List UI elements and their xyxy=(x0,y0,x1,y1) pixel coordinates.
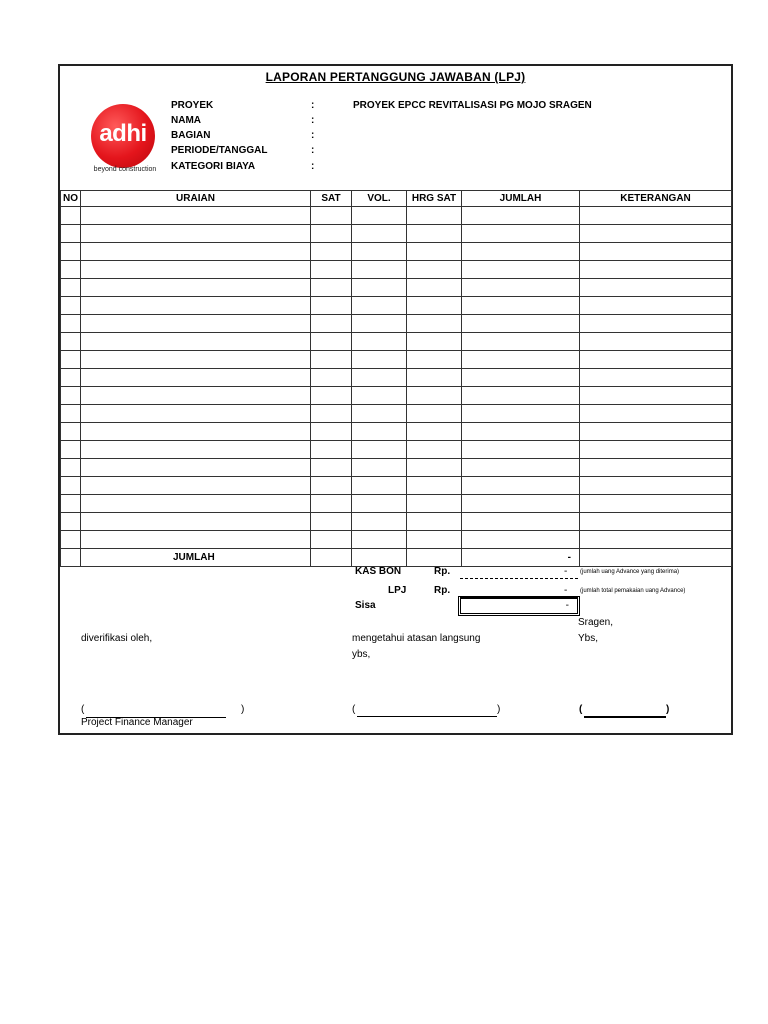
company-logo xyxy=(87,104,159,176)
table-cell xyxy=(81,207,311,225)
table-cell xyxy=(311,279,352,297)
table-cell xyxy=(81,477,311,495)
table-cell xyxy=(352,423,407,441)
table-cell xyxy=(407,279,462,297)
expense-table xyxy=(60,190,731,567)
table-cell xyxy=(462,297,580,315)
table-body xyxy=(61,207,732,549)
table-cell xyxy=(352,279,407,297)
table-cell xyxy=(311,477,352,495)
table-cell xyxy=(407,261,462,279)
table-cell xyxy=(311,243,352,261)
lpj-form xyxy=(58,64,733,735)
table-cell xyxy=(580,207,732,225)
total-cell xyxy=(311,549,352,567)
table-cell xyxy=(462,441,580,459)
table-cell xyxy=(462,279,580,297)
col-header-hrg-sat: HRG SAT xyxy=(407,191,462,207)
table-cell xyxy=(407,243,462,261)
ybs-right-label: Ybs, xyxy=(578,633,599,644)
table-row xyxy=(61,351,732,369)
table-cell xyxy=(580,495,732,513)
table-cell xyxy=(462,459,580,477)
table-cell xyxy=(462,243,580,261)
table-cell xyxy=(580,279,732,297)
table-cell xyxy=(81,531,311,549)
table-cell xyxy=(311,261,352,279)
field-label-kategori: KATEGORI BIAYA xyxy=(171,161,256,172)
table-row xyxy=(61,531,732,549)
field-label-proyek: PROYEK xyxy=(171,100,214,111)
table-row xyxy=(61,369,732,387)
table-cell xyxy=(352,531,407,549)
table-cell xyxy=(61,513,81,531)
table-cell xyxy=(462,531,580,549)
table-cell xyxy=(462,225,580,243)
total-cell xyxy=(61,549,81,567)
logo-word: adhi xyxy=(99,120,147,147)
table-cell xyxy=(407,351,462,369)
table-cell xyxy=(81,495,311,513)
table-cell xyxy=(81,423,311,441)
table-cell xyxy=(61,279,81,297)
signature-line-ybs xyxy=(584,716,666,718)
kasbon-note: (jumlah uang Advance yang diterima) xyxy=(580,569,680,575)
table-row xyxy=(61,405,732,423)
table-cell xyxy=(352,225,407,243)
table-cell xyxy=(311,387,352,405)
total-value: - xyxy=(462,549,580,567)
verified-by-label: diverifikasi oleh, xyxy=(81,633,153,644)
table-row xyxy=(61,477,732,495)
table-cell xyxy=(81,369,311,387)
table-cell xyxy=(311,315,352,333)
table-cell xyxy=(462,333,580,351)
table-cell xyxy=(352,297,407,315)
table-cell xyxy=(61,495,81,513)
field-label-bagian: BAGIAN xyxy=(171,130,211,141)
field-colon: : xyxy=(311,130,315,141)
table-cell xyxy=(311,531,352,549)
table-cell xyxy=(407,405,462,423)
table-cell xyxy=(407,495,462,513)
table-cell xyxy=(407,477,462,495)
table-cell xyxy=(352,261,407,279)
table-cell xyxy=(81,243,311,261)
total-cell xyxy=(407,549,462,567)
table-cell xyxy=(352,441,407,459)
field-label-nama: NAMA xyxy=(171,115,201,126)
table-cell xyxy=(580,225,732,243)
table-cell xyxy=(311,513,352,531)
table-cell xyxy=(61,477,81,495)
table-row xyxy=(61,441,732,459)
total-label: JUMLAH xyxy=(81,549,311,567)
field-colon: : xyxy=(311,100,315,111)
table-cell xyxy=(61,531,81,549)
table-cell xyxy=(580,387,732,405)
table-cell xyxy=(61,423,81,441)
table-cell xyxy=(61,243,81,261)
table-header-row xyxy=(61,191,732,207)
table-cell xyxy=(462,315,580,333)
table-cell xyxy=(81,459,311,477)
table-total-row xyxy=(61,549,732,567)
table-cell xyxy=(580,243,732,261)
table-cell xyxy=(580,459,732,477)
table-row xyxy=(61,459,732,477)
table-cell xyxy=(407,207,462,225)
table-cell xyxy=(352,207,407,225)
finance-role-label: Project Finance Manager xyxy=(81,717,193,728)
table-cell xyxy=(81,315,311,333)
table-cell xyxy=(462,405,580,423)
table-row xyxy=(61,243,732,261)
table-cell xyxy=(352,495,407,513)
table-row xyxy=(61,279,732,297)
table-cell xyxy=(580,531,732,549)
table-cell xyxy=(61,207,81,225)
sign-close-paren: ) xyxy=(497,704,501,715)
sign-open-paren: ( xyxy=(579,704,583,715)
table-row xyxy=(61,315,732,333)
col-header-keterangan: KETERANGAN xyxy=(580,191,732,207)
table-cell xyxy=(61,315,81,333)
table-row xyxy=(61,513,732,531)
table-cell xyxy=(580,297,732,315)
table-cell xyxy=(311,423,352,441)
table-cell xyxy=(81,333,311,351)
table-cell xyxy=(61,333,81,351)
sisa-value: - xyxy=(565,600,569,611)
table-cell xyxy=(352,351,407,369)
col-header-uraian: URAIAN xyxy=(81,191,311,207)
sisa-label: Sisa xyxy=(355,600,376,611)
table-cell xyxy=(462,513,580,531)
total-cell xyxy=(352,549,407,567)
table-row xyxy=(61,387,732,405)
sign-close-paren: ) xyxy=(666,704,670,715)
table-cell xyxy=(407,459,462,477)
table-cell xyxy=(81,297,311,315)
table-row xyxy=(61,333,732,351)
table-row xyxy=(61,495,732,513)
table-cell xyxy=(81,405,311,423)
table-cell xyxy=(580,333,732,351)
table-row xyxy=(61,261,732,279)
total-cell xyxy=(580,549,732,567)
lpj-note: (jumlah total pemakaian uang Advance) xyxy=(580,588,686,594)
table-cell xyxy=(352,387,407,405)
table-cell xyxy=(352,477,407,495)
table-cell xyxy=(61,369,81,387)
lpj-rp: Rp. xyxy=(434,585,451,596)
table-cell xyxy=(311,225,352,243)
table-cell xyxy=(352,405,407,423)
sisa-box xyxy=(460,598,578,614)
field-colon: : xyxy=(311,115,315,126)
table-cell xyxy=(407,225,462,243)
table-cell xyxy=(462,369,580,387)
table-cell xyxy=(81,513,311,531)
table-cell xyxy=(462,477,580,495)
kasbon-dashed-line xyxy=(460,578,578,579)
table-cell xyxy=(407,297,462,315)
table-cell xyxy=(407,441,462,459)
table-cell xyxy=(81,441,311,459)
table-cell xyxy=(462,423,580,441)
table-cell xyxy=(580,405,732,423)
table-cell xyxy=(407,315,462,333)
kasbon-value: - xyxy=(564,566,568,577)
ybs-left-label: ybs, xyxy=(352,649,371,660)
col-header-sat: SAT xyxy=(311,191,352,207)
table-cell xyxy=(311,459,352,477)
table-cell xyxy=(407,387,462,405)
table-cell xyxy=(311,369,352,387)
lpj-label: LPJ xyxy=(388,585,407,596)
table-cell xyxy=(407,333,462,351)
table-cell xyxy=(311,333,352,351)
table-cell xyxy=(580,261,732,279)
table-cell xyxy=(352,369,407,387)
table-cell xyxy=(580,441,732,459)
table-cell xyxy=(352,315,407,333)
table-cell xyxy=(61,351,81,369)
col-header-no: NO xyxy=(61,191,81,207)
field-value-proyek: PROYEK EPCC REVITALISASI PG MOJO SRAGEN xyxy=(353,100,592,111)
table-cell xyxy=(462,261,580,279)
sign-close-paren: ) xyxy=(241,704,245,715)
table-cell xyxy=(407,513,462,531)
table-cell xyxy=(311,441,352,459)
table-row xyxy=(61,297,732,315)
table-cell xyxy=(81,225,311,243)
logo-tagline: beyond construction xyxy=(93,166,157,173)
sign-open-paren: ( xyxy=(81,704,85,715)
table-cell xyxy=(81,387,311,405)
table-cell xyxy=(462,207,580,225)
col-header-jumlah: JUMLAH xyxy=(462,191,580,207)
table-cell xyxy=(311,405,352,423)
acknowledged-by-label: mengetahui atasan langsung xyxy=(352,633,481,644)
table-cell xyxy=(81,261,311,279)
field-colon: : xyxy=(311,145,315,156)
table-cell xyxy=(580,351,732,369)
field-label-periode: PERIODE/TANGGAL xyxy=(171,145,268,156)
table-cell xyxy=(580,423,732,441)
table-row xyxy=(61,207,732,225)
table-cell xyxy=(81,351,311,369)
table-cell xyxy=(580,477,732,495)
city-date: Sragen, xyxy=(578,617,614,628)
table-cell xyxy=(61,261,81,279)
table-cell xyxy=(462,387,580,405)
table-cell xyxy=(352,513,407,531)
sign-open-paren: ( xyxy=(352,704,356,715)
table-cell xyxy=(61,441,81,459)
table-cell xyxy=(311,297,352,315)
table-cell xyxy=(311,495,352,513)
table-cell xyxy=(462,495,580,513)
table-cell xyxy=(311,351,352,369)
table-cell xyxy=(580,315,732,333)
table-cell xyxy=(352,459,407,477)
form-title: LAPORAN PERTANGGUNG JAWABAN (LPJ) xyxy=(265,70,526,84)
table-row xyxy=(61,225,732,243)
table-cell xyxy=(407,423,462,441)
kasbon-rp: Rp. xyxy=(434,566,451,577)
table-cell xyxy=(352,333,407,351)
table-cell xyxy=(580,513,732,531)
lpj-value: - xyxy=(564,585,568,596)
table-cell xyxy=(407,369,462,387)
table-cell xyxy=(407,531,462,549)
col-header-vol: VOL. xyxy=(352,191,407,207)
table-row xyxy=(61,423,732,441)
table-cell xyxy=(61,225,81,243)
table-cell xyxy=(81,279,311,297)
table-cell xyxy=(352,243,407,261)
field-colon: : xyxy=(311,161,315,172)
kasbon-label: KAS BON xyxy=(355,566,402,577)
table-cell xyxy=(61,459,81,477)
table-cell xyxy=(61,297,81,315)
table-cell xyxy=(61,405,81,423)
signature-line-supervisor xyxy=(357,716,497,717)
table-cell xyxy=(580,369,732,387)
table-cell xyxy=(462,351,580,369)
table-cell xyxy=(61,387,81,405)
table-cell xyxy=(311,207,352,225)
